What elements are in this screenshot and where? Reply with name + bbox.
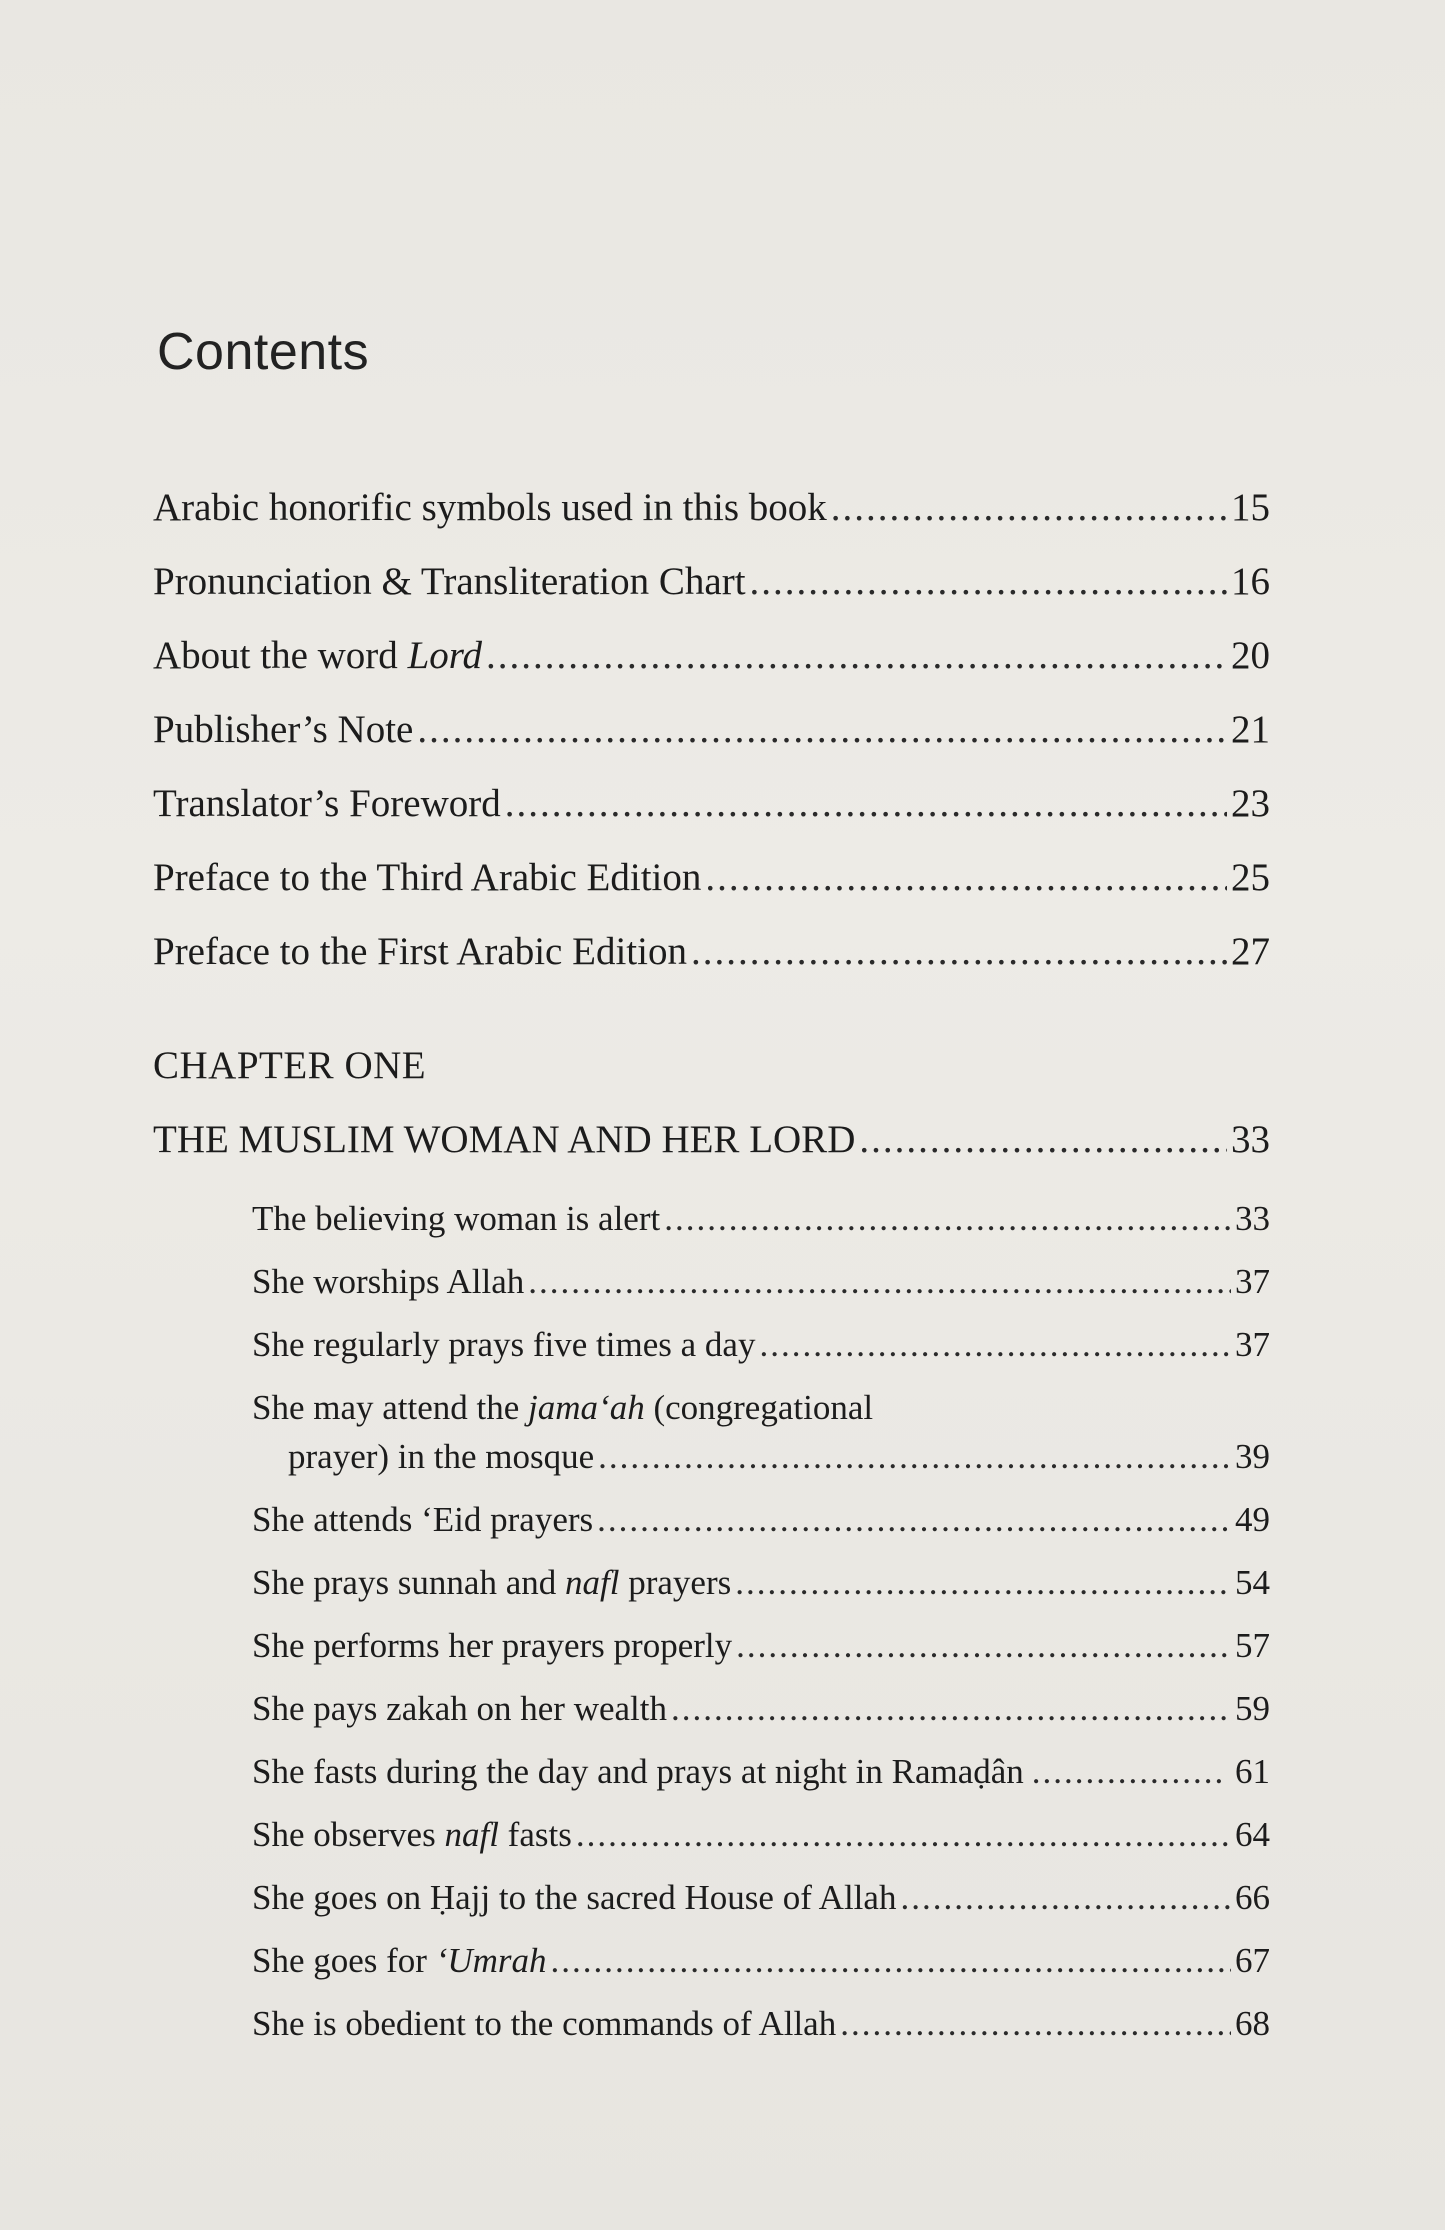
toc-page-number: 61 — [1235, 1752, 1270, 1791]
dot-leader — [831, 485, 1227, 530]
italic-term: ‘Umrah — [435, 1941, 547, 1980]
section-entry[interactable] — [252, 1563, 1270, 1603]
italic-term: jama‘ah — [528, 1388, 645, 1427]
toc-page-number: 25 — [1231, 856, 1270, 899]
section-label: She goes for ‘Umrah — [252, 1941, 547, 1980]
toc-page-number: 23 — [1231, 782, 1270, 825]
toc-entry-label: Translator’s Foreword — [153, 782, 501, 825]
toc-page-number: 33 — [1231, 1118, 1270, 1161]
toc-page-number: 67 — [1235, 1941, 1270, 1980]
toc-entry-label: Preface to the First Arabic Edition — [153, 930, 687, 973]
dot-leader — [840, 2004, 1231, 2044]
toc-entry[interactable] — [153, 929, 1270, 974]
section-entry[interactable] — [252, 2004, 1270, 2044]
toc-entry[interactable] — [153, 855, 1270, 900]
section-entry[interactable] — [252, 1752, 1270, 1792]
section-label: She prays sunnah and nafl prayers — [252, 1563, 732, 1602]
dot-leader — [735, 1563, 1231, 1603]
section-entry[interactable] — [288, 1437, 1270, 1477]
section-entry[interactable] — [252, 1325, 1270, 1365]
section-entry[interactable] — [252, 1262, 1270, 1302]
toc-entry[interactable] — [153, 781, 1270, 826]
dot-leader — [528, 1262, 1231, 1302]
section-label: She regularly prays five times a day — [252, 1325, 756, 1364]
section-entry[interactable] — [252, 1500, 1270, 1540]
dot-leader — [576, 1815, 1231, 1855]
section-entry[interactable] — [252, 1878, 1270, 1918]
toc-page-number: 37 — [1235, 1262, 1270, 1301]
toc-page-number: 66 — [1235, 1878, 1270, 1917]
section-label: She performs her prayers properly — [252, 1626, 733, 1665]
italic-term: nafl — [565, 1563, 620, 1602]
toc-entry[interactable] — [153, 559, 1270, 604]
toc-page-number: 33 — [1235, 1199, 1270, 1238]
toc-page-number: 15 — [1231, 486, 1270, 529]
italic-term: Lord — [407, 634, 482, 677]
toc-page-number: 54 — [1235, 1563, 1270, 1602]
toc-entry[interactable] — [153, 707, 1270, 752]
section-label: prayer) in the mosque — [288, 1437, 595, 1476]
toc-entry[interactable] — [153, 485, 1270, 530]
section-label: The believing woman is alert — [252, 1199, 661, 1238]
dot-leader — [486, 633, 1227, 678]
page-title: Contents — [157, 323, 370, 381]
dot-leader — [551, 1941, 1231, 1981]
toc-page-number: 59 — [1235, 1689, 1270, 1728]
section-label: She fasts during the day and prays at night in Ramaḍân — [252, 1752, 1024, 1791]
dot-leader — [691, 929, 1227, 974]
dot-leader — [750, 559, 1227, 604]
toc-entry-label: Pronunciation & Transliteration Chart — [153, 560, 746, 603]
toc-entry-label: Arabic honorific symbols used in this book — [153, 486, 827, 529]
section-entry[interactable] — [252, 1199, 1270, 1239]
dot-leader — [900, 1878, 1231, 1918]
toc-page-number: 64 — [1235, 1815, 1270, 1854]
dot-leader — [598, 1437, 1231, 1477]
dot-leader — [597, 1500, 1231, 1540]
toc-entry-label: Preface to the Third Arabic Edition — [153, 856, 702, 899]
dot-leader — [671, 1689, 1231, 1729]
toc-page-number: 49 — [1235, 1500, 1270, 1539]
section-label: She attends ‘Eid prayers — [252, 1500, 594, 1539]
dot-leader — [664, 1199, 1231, 1239]
dot-leader — [417, 707, 1227, 752]
toc-entry-label: About the word Lord — [153, 634, 482, 677]
section-entry[interactable] — [252, 1815, 1270, 1855]
toc-page-number: 20 — [1231, 634, 1270, 677]
section-label: She is obedient to the commands of Allah — [252, 2004, 837, 2043]
toc-page-number: 37 — [1235, 1325, 1270, 1364]
chapter-title: THE MUSLIM WOMAN AND HER LORD — [153, 1118, 856, 1161]
section-entry[interactable] — [252, 1941, 1270, 1981]
section-entry-line1[interactable]: She may attend the jama‘ah (congregational — [252, 1388, 874, 1427]
section-label: She pays zakah on her wealth — [252, 1689, 667, 1728]
toc-page-number: 68 — [1235, 2004, 1270, 2043]
dot-leader — [505, 781, 1227, 826]
dot-leader — [1032, 1752, 1227, 1792]
dot-leader — [859, 1117, 1227, 1162]
chapter-title-entry[interactable] — [153, 1117, 1270, 1162]
italic-term: nafl — [444, 1815, 499, 1854]
toc-entry[interactable] — [153, 633, 1270, 678]
dot-leader — [705, 855, 1227, 900]
section-label: She worships Allah — [252, 1262, 525, 1301]
section-entry[interactable] — [252, 1626, 1270, 1666]
toc-page-number: 16 — [1231, 560, 1270, 603]
chapter-number: CHAPTER ONE — [153, 1044, 427, 1087]
dot-leader — [736, 1626, 1231, 1666]
toc-page-number: 57 — [1235, 1626, 1270, 1665]
section-label: She goes on Ḥajj to the sacred House of Allah — [252, 1878, 897, 1917]
toc-entry-label: Publisher’s Note — [153, 708, 414, 751]
toc-page-number: 39 — [1235, 1437, 1270, 1476]
section-entry[interactable] — [252, 1689, 1270, 1729]
toc-page-number: 27 — [1231, 930, 1270, 973]
dot-leader — [759, 1325, 1231, 1365]
section-label: She observes nafl fasts — [252, 1815, 572, 1854]
toc-page-number: 21 — [1231, 708, 1270, 751]
